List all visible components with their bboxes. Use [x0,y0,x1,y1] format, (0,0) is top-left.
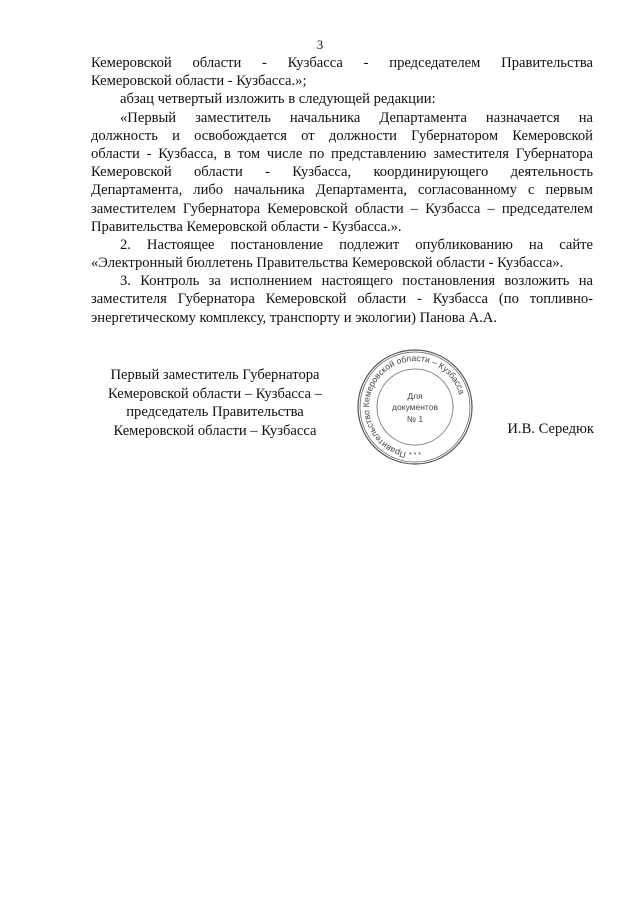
body-line: 2. Настоящее постановление подлежит опубликованию на сайте [120,236,593,253]
seal-center-line: № 1 [406,414,424,424]
page-number: 3 [316,37,324,52]
position-line: председатель Правительства [126,404,304,420]
body-line: «Электронный бюллетень Правительства Кемеровской области - Кузбасса». [91,255,564,272]
body-line: заместителем Губернатора Кемеровской области – Кузбасса – председателем [91,200,593,217]
seal-center-line: Для [407,391,423,401]
body-line: Правительства Кемеровской области - Кузбасса.». [91,218,402,235]
body-line: Департамента, либо начальника Департамента, согласованному с первым [91,182,593,199]
position-line: Первый заместитель Губернатора [110,367,320,383]
seal-ring-text: Правительство Кемеровской области – Кузбасса [360,352,468,461]
body-line: Кемеровской области - Кузбасса, координирующего деятельность [91,164,593,181]
body-line: должность и освобождается от должности Губернатором Кемеровской [91,127,593,144]
body-line: Кемеровской области - Кузбасса - председателем Правительства [91,55,593,71]
signatory-name: И.В. Середюк [507,421,594,437]
document-body [91,54,593,327]
signatory-position [84,366,346,440]
body-line: области - Кузбасса, в том числе по представлению заместителя Губернатора [91,145,593,162]
seal-center-line: документов [392,402,438,412]
body-line: «Первый заместитель начальника Департамента назначается на [120,109,593,126]
position-line: Кемеровской области – Кузбасса – [108,385,322,402]
seal-stars: * * * [408,452,422,459]
body-line: Кемеровской области - Кузбасса.»; [91,73,307,90]
body-line: заместителя Губернатора Кемеровской области - Кузбасса (по топливно- [91,291,593,308]
body-line: 3. Контроль за исполнением настоящего постановления возложить на [120,273,593,290]
body-line: энергетическому комплексу, транспорту и экологии) Панова А.А. [91,309,497,326]
position-line: Кемеровской области – Кузбасса [113,422,317,439]
official-seal [355,347,475,467]
body-line: абзац четвертый изложить в следующей редакции: [120,91,436,108]
